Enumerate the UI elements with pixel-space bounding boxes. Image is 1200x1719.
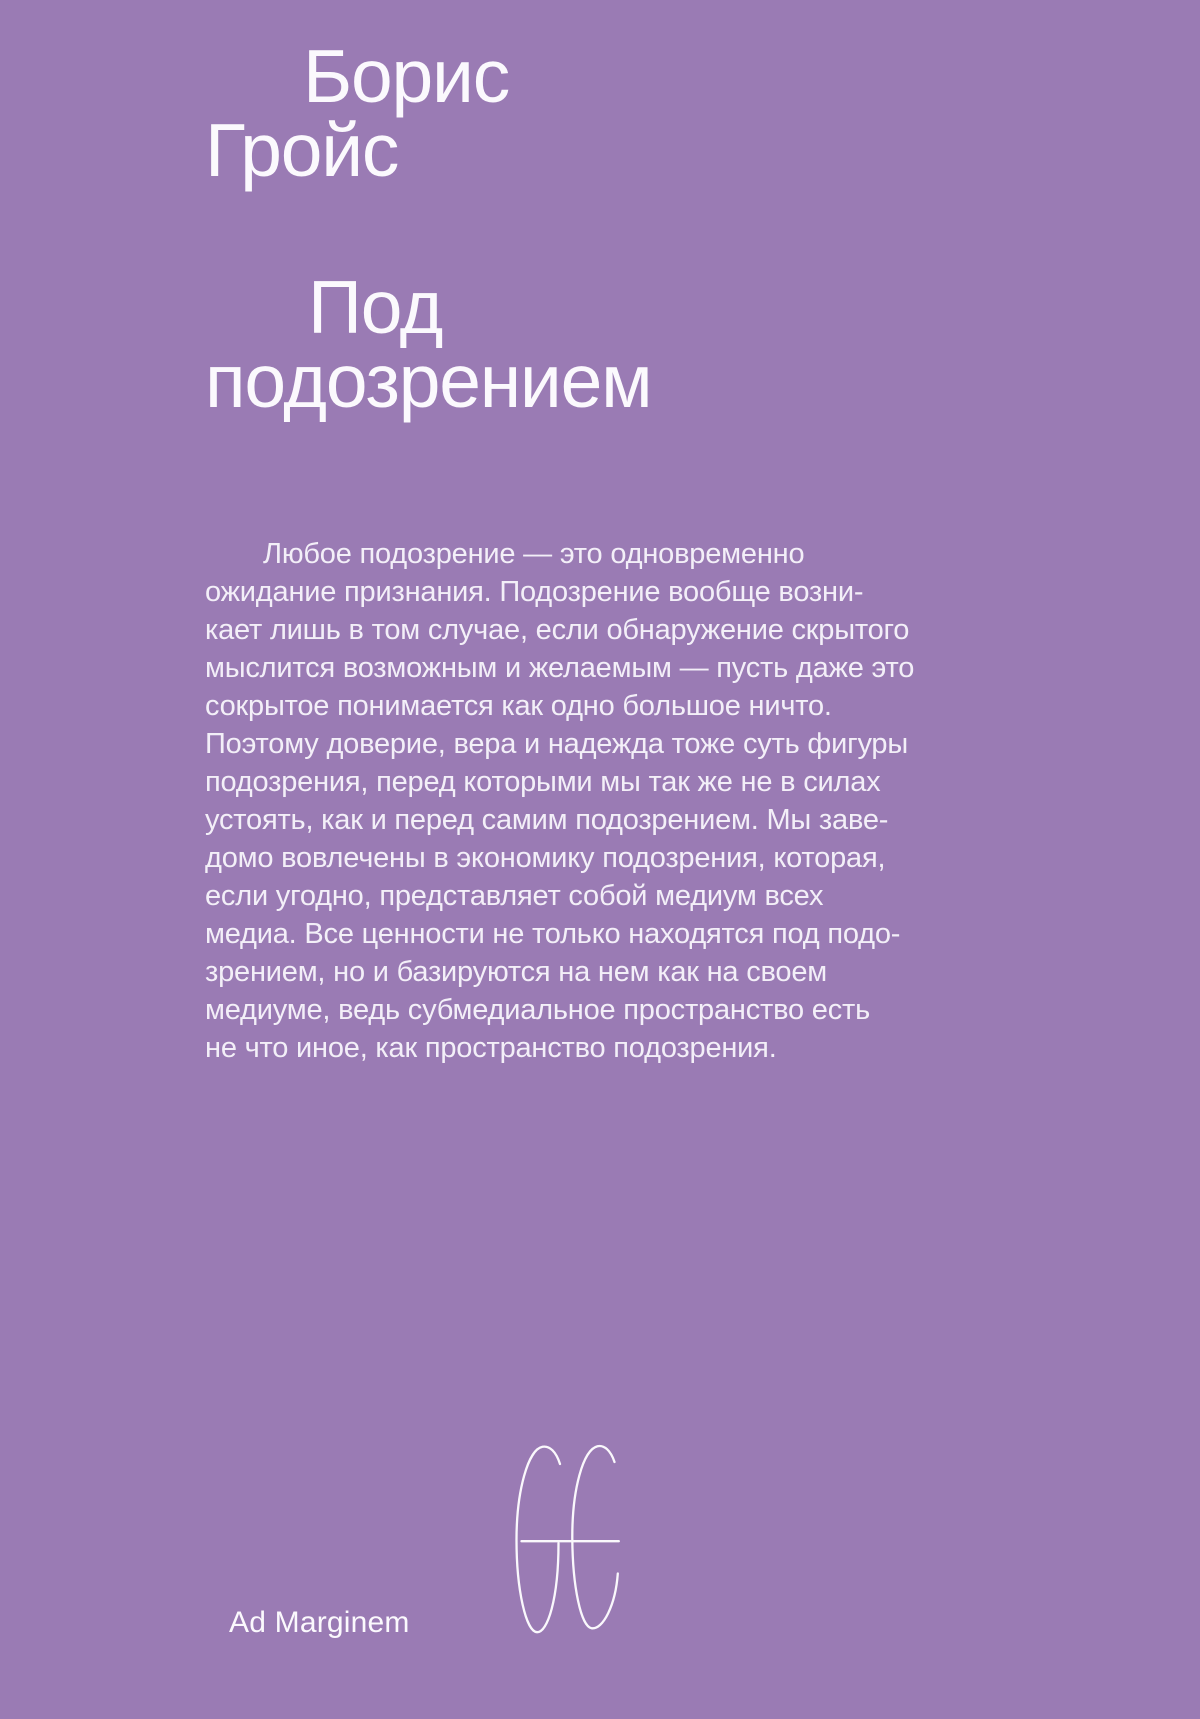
book-title-line-2: подозрением: [205, 339, 652, 423]
author-name-line-1: Борис: [303, 34, 510, 118]
author-name-line-2: Гройс: [205, 108, 399, 192]
publisher-name: Ad Marginem: [229, 1606, 410, 1639]
annotation-excerpt-text: Любое подозрение — это одновременно ожидание признания. Подозрение вообще возни- кает лишь в том случае, если обнаружение скрытого мыслится возможным и желаемым — пусть даже это сокрытое понимается как одно большое ничто. Поэтому доверие, вера и надежда тоже суть фигуры подозрения, перед которыми мы так же не в силах устоять, как и перед самим подозрением. Мы заве- домо вовлечены в экономику подозрения, которая, если угодно, представляет собой медиум всех медиа. Все ценности не только находятся под подо- зрением, но и базируются на нем как на своем медиуме, ведь субмедиальное пространство есть не что иное, как пространство подозрения.: [205, 538, 915, 1064]
book-title-line-1: Под: [308, 265, 443, 349]
ad-marginem-monogram-icon: [513, 1441, 623, 1641]
